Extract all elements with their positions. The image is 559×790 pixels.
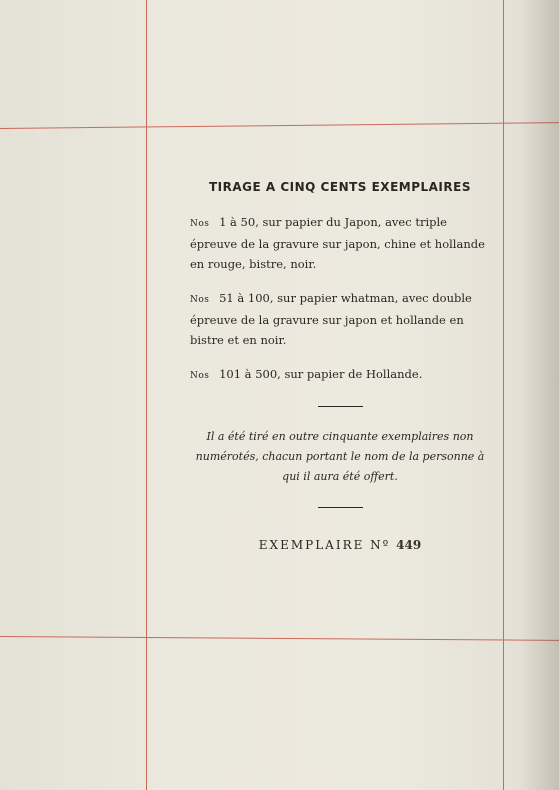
entry-text: 51 à 100, sur papier whatman, avec double épreuve de la gravure sur japon et hollande en bistre et en noir.	[190, 291, 472, 347]
colophon	[190, 180, 490, 552]
vertical-margin-rule-right	[503, 0, 504, 790]
horizontal-margin-rule-bottom	[0, 636, 559, 641]
exemplaire-label: EXEMPLAIRE Nº	[258, 538, 391, 552]
page-shadow	[519, 0, 559, 790]
list-item	[190, 364, 490, 386]
entry-number-label: Nos	[190, 295, 210, 305]
entry-text: 1 à 50, sur papier du Japon, avec triple épreuve de la gravure sur japon, chine et hollande en rouge, bistre, noir.	[190, 215, 485, 271]
list-item	[190, 288, 490, 350]
vertical-margin-rule-left	[146, 0, 147, 790]
exemplaire-number: 449	[396, 538, 422, 552]
separator-rule	[318, 406, 363, 407]
separator-rule	[318, 507, 363, 508]
exemplaire-line	[190, 538, 490, 552]
entry-number-label: Nos	[190, 371, 210, 381]
entry-number-label: Nos	[190, 219, 210, 229]
horizontal-margin-rule-top	[0, 122, 559, 129]
colophon-title: TIRAGE A CINQ CENTS EXEMPLAIRES	[209, 180, 471, 194]
entry-text: 101 à 500, sur papier de Hollande.	[219, 367, 423, 381]
list-item	[190, 212, 490, 274]
note-text: Il a été tiré en outre cinquante exemplaires non numérotés, chacun portant le nom de la personne à qui il aura été offert.	[195, 430, 485, 483]
